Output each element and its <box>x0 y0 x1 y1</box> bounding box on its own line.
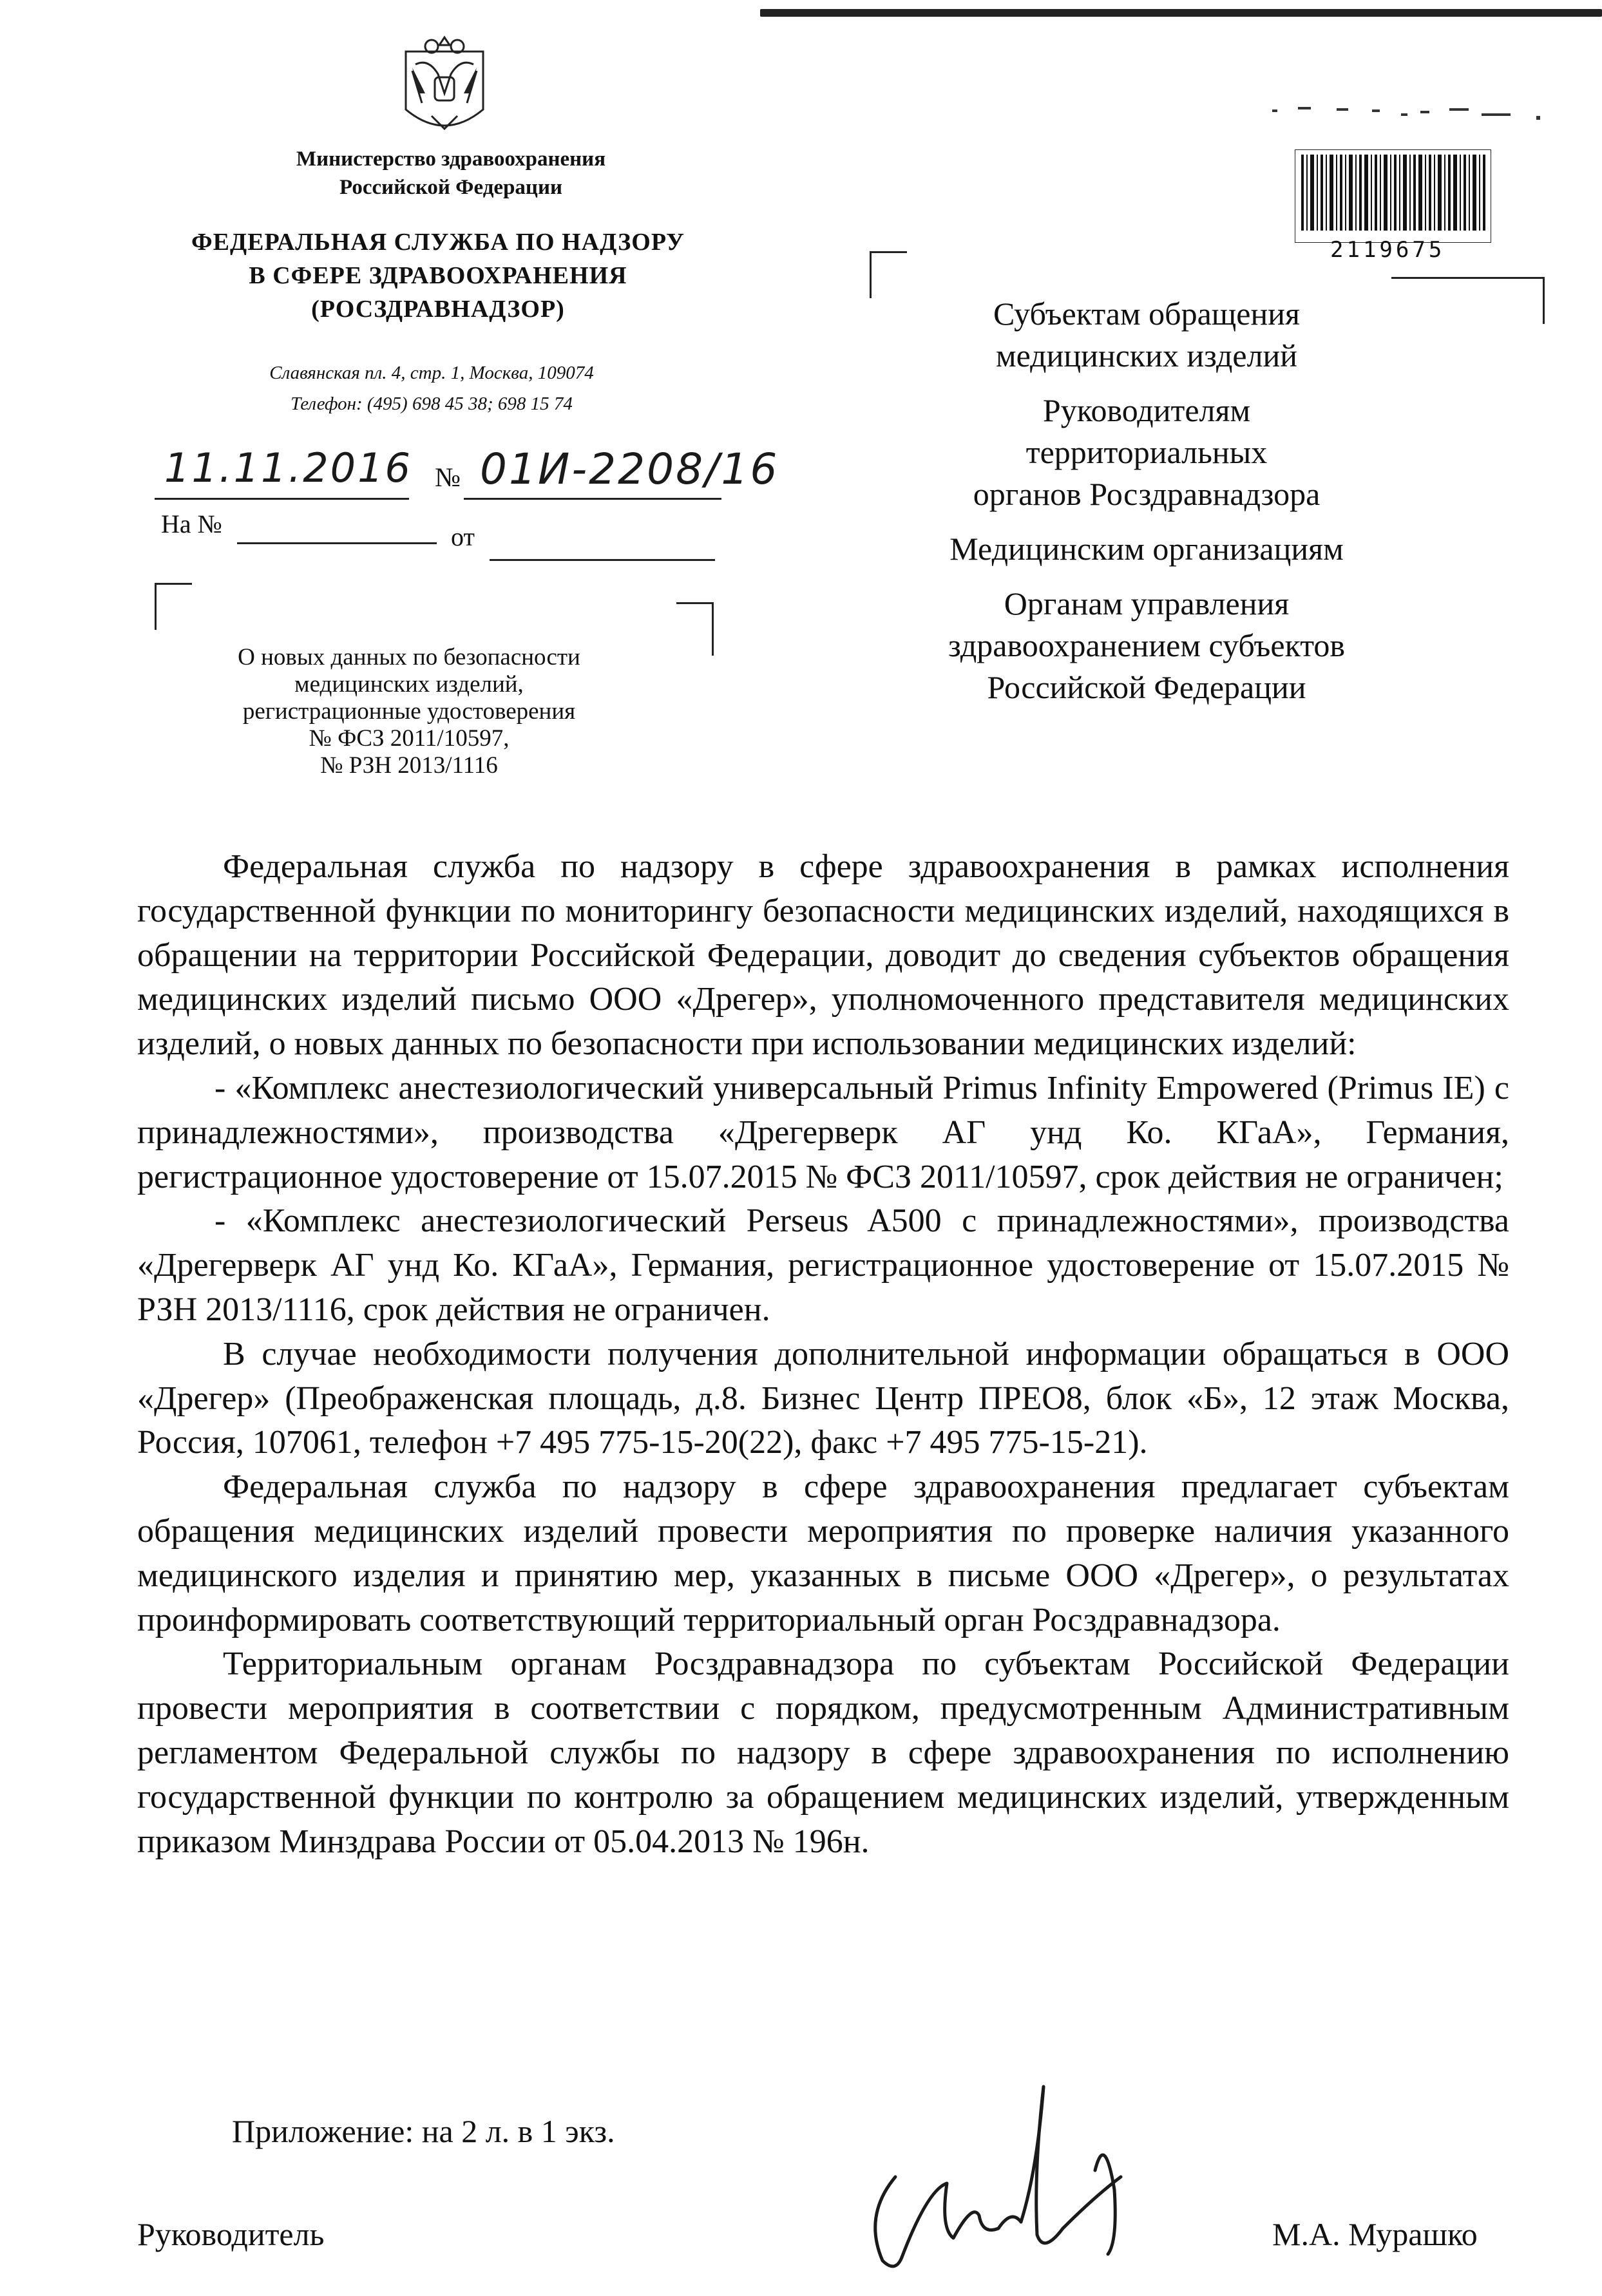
phone-line: Телефон: (495) 698 45 38; 698 15 74 <box>291 394 573 414</box>
recipient-2-line1: Руководителям <box>1042 392 1251 428</box>
recipient-4-line2: здравоохранением субъектов <box>948 627 1346 663</box>
subject-line2: медицинских изделий, <box>294 671 524 697</box>
reply-to-label: На № <box>161 509 222 538</box>
device-item-1: - «Комплекс анестезиологический универсальный Primus Infinity Empowered (Primus IE) с принадлежностями», производства «Дрегерверк АГ унд Ко. КГаА», Германия, регистрационное удостоверение от 15.07.2015 № ФСЗ 2011/10597, срок действия не ограничен; <box>137 1069 1509 1195</box>
date-underline <box>155 498 409 500</box>
recipient-1-line2: медицинских изделий <box>995 337 1298 374</box>
scan-specks <box>1272 97 1562 135</box>
outgoing-number: 01И-2208/16 <box>480 444 779 494</box>
signer-role: Руководитель <box>137 2216 325 2252</box>
recipient-bracket-right <box>1391 277 1545 324</box>
handwritten-signature <box>850 2074 1185 2280</box>
body-paragraph-3: Федеральная служба по надзору в сфере здравоохранения предлагает субъектам обращения медицинских изделий провести мероприятия по проверке наличия указанного медицинского изделия и принятию мер, указанных в письме ООО «Дрегер», о результатах проинформировать соответствующий территориальный орган Росздравнадзора. <box>137 1468 1509 1638</box>
subject-bracket-right <box>676 602 714 656</box>
from-line <box>490 559 715 561</box>
ministry-line2: Российской Федерации <box>339 176 562 199</box>
recipient-1-line1: Субъектам обращения <box>993 296 1300 332</box>
recipient-4-line3: Российской Федерации <box>987 669 1306 705</box>
ministry-line1: Министерство здравоохранения <box>296 147 606 171</box>
body-paragraph-2: В случае необходимости получения дополнительной информации обращаться в ООО «Дрегер» (Преображенская площадь, д.8. Бизнес Центр ПРЕО8, блок «Б», 12 этаж Москва, Россия, 107061, телефон +7 495 775-15-20(22), факс +7 495 775-15-21). <box>137 1335 1509 1461</box>
number-sign: № <box>435 463 461 493</box>
recipient-3 <box>889 528 1404 570</box>
number-underline <box>464 498 721 500</box>
subject-line5: № РЗН 2013/1116 <box>320 752 498 779</box>
recipient-1 <box>889 293 1404 377</box>
top-scan-border <box>760 9 1602 17</box>
recipient-4 <box>889 583 1404 708</box>
ministry-name <box>219 145 683 202</box>
signer-name: М.А. Мурашко <box>1272 2216 1478 2252</box>
letter-subject <box>161 644 657 779</box>
address-line: Славянская пл. 4, стр. 1, Москва, 109074 <box>269 363 594 383</box>
recipient-2 <box>889 390 1404 515</box>
service-line1: ФЕДЕРАЛЬНАЯ СЛУЖБА ПО НАДЗОРУ <box>191 229 685 256</box>
recipient-bracket-left <box>870 251 907 298</box>
service-line2: В СФЕРЕ ЗДРАВООХРАНЕНИЯ <box>249 262 627 289</box>
subject-line1: О новых данных по безопасности <box>238 644 580 670</box>
letter-body <box>137 845 1509 1864</box>
recipient-2-line2: территориальных <box>1025 434 1268 470</box>
subject-line3: регистрационные удостоверения <box>242 698 576 725</box>
subject-bracket-left <box>155 583 192 630</box>
service-line3: (РОСЗДРАВНАДЗОР) <box>311 296 565 323</box>
barcode <box>1295 149 1491 243</box>
barcode-number: 2119675 <box>1330 237 1445 263</box>
service-name <box>148 225 728 326</box>
body-paragraph-1: Федеральная служба по надзору в сфере здравоохранения в рамках исполнения государственной функции по мониторингу безопасности медицинских изделий, находящихся в обращении на территории Российской Федерации, доводит до сведения субъектов обращения медицинских изделий письмо ООО «Дрегер», уполномоченного представителя медицинских изделий, о новых данных по безопасности при использовании медицинских изделий: <box>137 848 1509 1063</box>
coat-of-arms-emblem <box>399 32 490 138</box>
reply-to-line <box>237 542 437 544</box>
sender-address <box>161 357 702 419</box>
recipient-3-line1: Медицинским организациям <box>949 531 1344 567</box>
subject-line4: № ФСЗ 2011/10597, <box>309 725 510 752</box>
recipient-4-line1: Органам управления <box>1004 585 1290 621</box>
from-label: от <box>451 522 475 551</box>
recipients-block <box>889 293 1404 708</box>
attachment-note: Приложение: на 2 л. в 1 экз. <box>232 2113 615 2149</box>
recipient-2-line3: органов Росздравнадзора <box>973 476 1321 512</box>
outgoing-date: 11.11.2016 <box>164 444 412 491</box>
device-item-2: - «Комплекс анестезиологический Perseus A500 с принадлежностями», производства «Дрегерверк АГ унд Ко. КГаА», Германия, регистрационное удостоверение от 15.07.2015 № РЗН 2013/1116, срок действия не ограничен. <box>137 1202 1509 1328</box>
body-paragraph-4: Территориальным органам Росздравнадзора по субъектам Российской Федерации провести мероприятия в соответствии с порядком, предусмотренным Административным регламентом Федеральной службы по надзору в сфере здравоохранения по исполнению государственной функции по контролю за обращением медицинских изделий, утвержденным приказом Минздрава России от 05.04.2013 № 196н. <box>137 1646 1509 1860</box>
